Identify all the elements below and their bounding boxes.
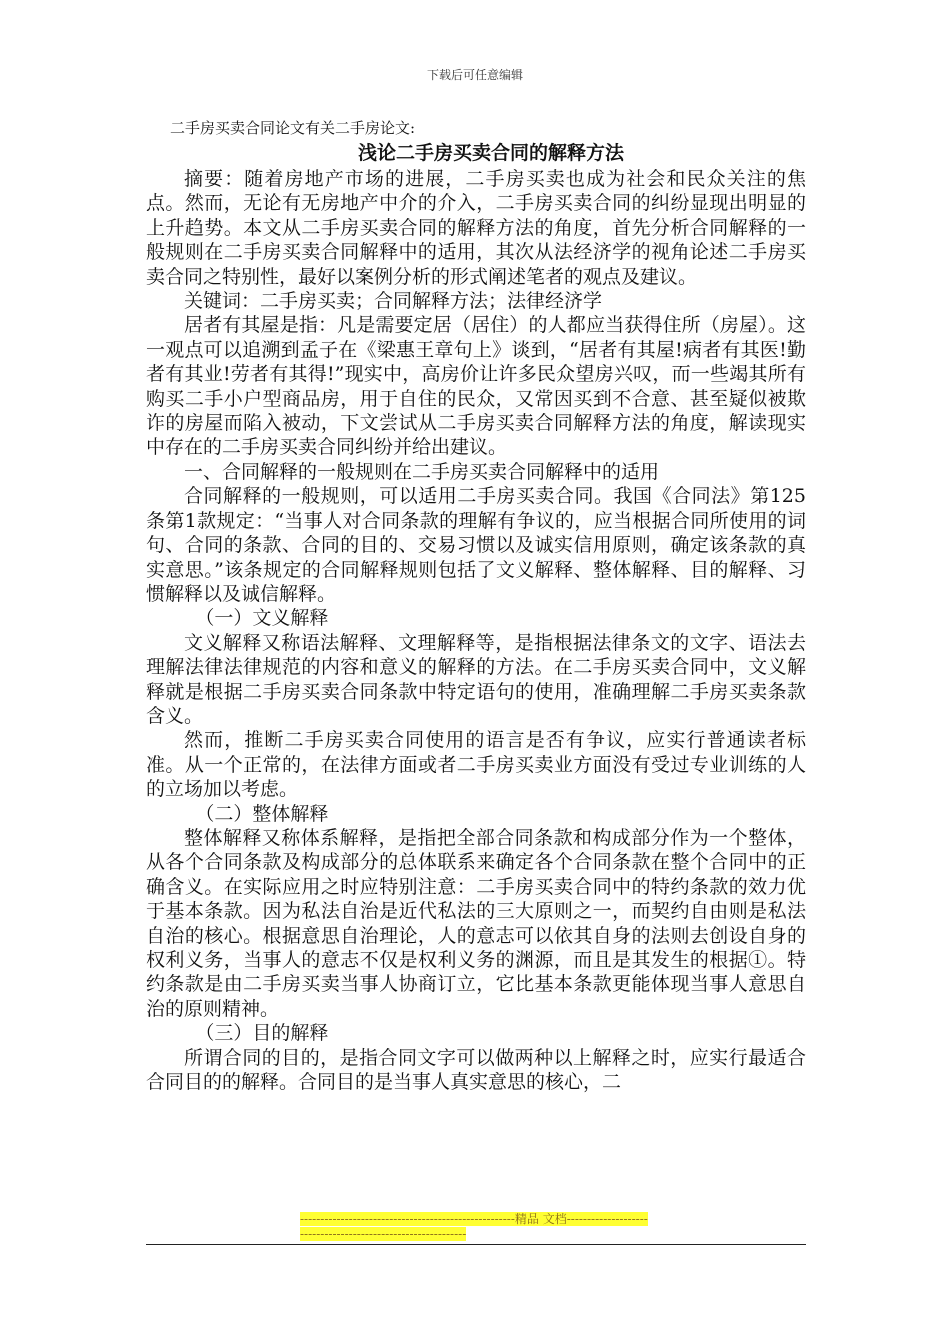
header-note: 下载后可任意编辑 [426, 68, 523, 82]
section-heading-holistic: （二）整体解释 [195, 802, 329, 825]
document-title: 浅论二手房买卖合同的解释方法 [357, 142, 624, 164]
document-subtitle: 二手房买卖合同论文有关二手房论文: [170, 119, 416, 137]
section-heading-literal: （一）文义解释 [195, 607, 329, 630]
chapter-heading: 一、合同解释的一般规则在二手房买卖合同解释中的适用 [184, 460, 660, 483]
section-heading-purpose: （三）目的解释 [195, 1022, 329, 1045]
document-body [146, 117, 806, 1094]
footer-watermark-text: -----------------------------------------------------精品 文档------------------------------------------------------------- [300, 1212, 648, 1241]
keywords-paragraph: 关键词：二手房买卖；合同解释方法；法律经济学 [184, 290, 603, 313]
body-paragraph: 整体解释又称体系解释，是指把全部合同条款和构成部分作为一个整体，从各个合同条款及构成部分的总体联系来确定各个合同条款在整个合同中的正确含义。在实际应用之时应特别注意：二手房买卖合同中的特约条款的效力优于基本条款。因为私法自治是近代私法的三大原则之一，而契约自由则是私法自治的核心。根据意思自治理论，人的意志可以依其自身的法则去创设自身的权利义务，当事人的意志不仅是权利义务的渊源，而且是其发生的根据①。特约条款是由二手房买卖当事人协商订立，它比基本条款更能体现当事人意思自治的原则精神。 [146, 826, 806, 1020]
body-paragraph: 文义解释又称语法解释、文理解释等，是指根据法律条文的文字、语法去理解法律法律规范的内容和意义的解释的方法。在二手房买卖合同中，文义解释就是根据二手房买卖合同条款中特定语句的使用，准确理解二手房买卖条款含义。 [146, 631, 806, 727]
footer-rule [146, 1244, 806, 1245]
footer-watermark-band [300, 1212, 650, 1242]
body-paragraph: 所谓合同的目的，是指合同文字可以做两种以上解释之时，应实行最适合合同目的的解释。合同目的是当事人真实意思的核心，二 [146, 1046, 806, 1094]
abstract-paragraph: 摘要：随着房地产市场的进展，二手房买卖也成为社会和民众关注的焦点。然而，无论有无房地产中介的介入，二手房买卖合同的纠纷显现出明显的上升趋势。本文从二手房买卖合同的解释方法的角度，首先分析合同解释的一般规则在二手房买卖合同解释中的适用，其次从法经济学的视角论述二手房买卖合同之特别性，最好以案例分析的形式阐述笔者的观点及建议。 [146, 168, 806, 288]
intro-paragraph: 居者有其屋是指：凡是需要定居（居住）的人都应当获得住所（房屋）。这一观点可以追溯到孟子在《梁惠王章句上》谈到，“居者有其屋!病者有其医!勤者有其业!劳者有其得!”现实中，高房价让许多民众望房兴叹，而一些竭其所有购买二手小户型商品房，用于自住的民众，又常因买到不合意、甚至疑似被欺诈的房屋而陷入被动，下文尝试从二手房买卖合同解释方法的角度，解读现实中存在的二手房买卖合同纠纷并给出建议。 [146, 314, 806, 459]
body-paragraph: 合同解释的一般规则，可以适用二手房买卖合同。我国《合同法》第125条第1款规定：“当事人对合同条款的理解有争议的，应当根据合同所使用的词句、合同的条款、合同的目的、交易习惯以及诚实信用原则，确定该条款的真实意思。”该条规定的合同解释规则包括了文义解释、整体解释、目的解释、习惯解释以及诚信解释。 [146, 485, 806, 605]
body-paragraph: 然而，推断二手房买卖合同使用的语言是否有争议，应实行普通读者标准。从一个正常的，在法律方面或者二手房买卖业方面没有受过专业训练的人的立场加以考虑。 [146, 729, 806, 801]
